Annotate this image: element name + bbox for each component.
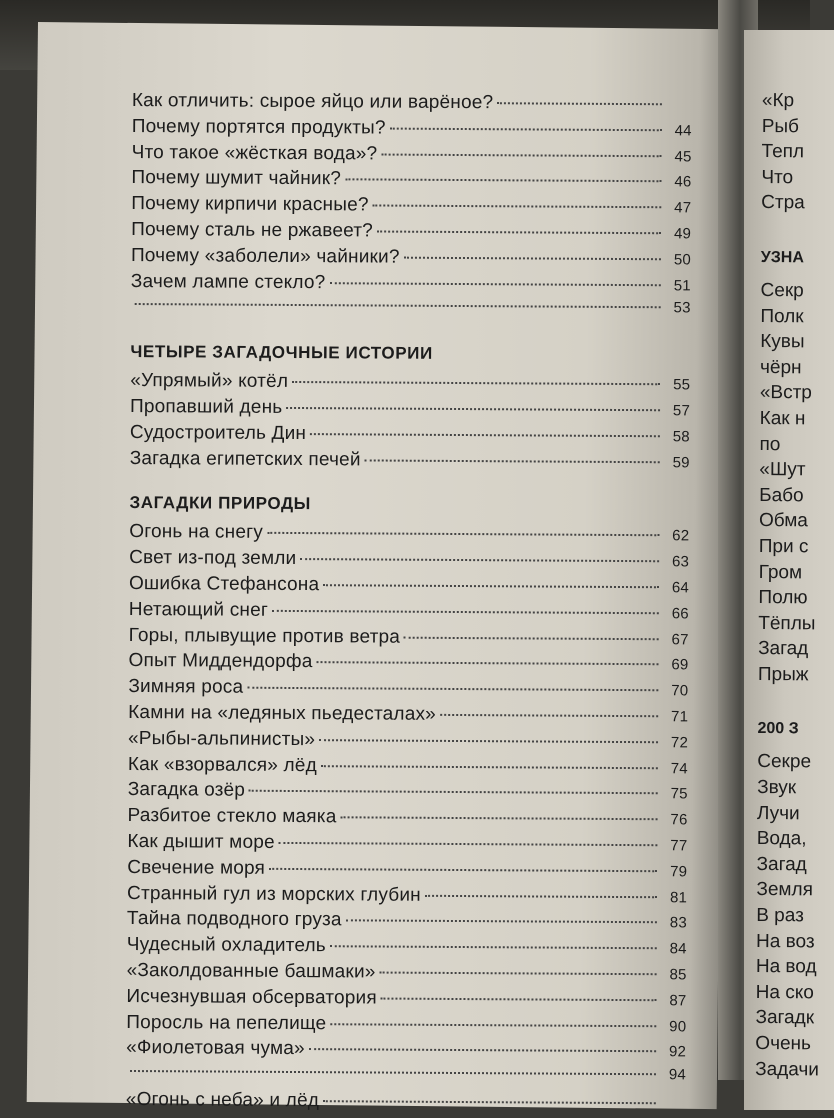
toc-entry-page: 44 <box>668 122 692 139</box>
toc-entry-title: Опыт Миддендорфа <box>128 650 312 673</box>
toc-entry-title: Нетающий снег <box>129 599 268 622</box>
right-page-line: Земля <box>756 879 816 905</box>
dot-leader <box>404 256 661 260</box>
toc-entry-page: 81 <box>663 889 687 906</box>
dot-leader <box>267 532 659 536</box>
dot-leader <box>330 945 657 949</box>
dot-leader <box>321 765 658 769</box>
toc-entry-page: 94 <box>662 1066 686 1083</box>
right-page-line: Гром <box>759 561 819 587</box>
toc-entry <box>128 754 688 783</box>
right-page-lines-a <box>761 90 822 218</box>
right-page-line: Вода, <box>757 828 817 854</box>
section-heading-nature-riddles: ЗАГАДКИ ПРИРОДЫ <box>129 473 689 520</box>
section-heading-four-mysteries: ЧЕТЫРЕ ЗАГАДОЧНЫЕ ИСТОРИИ <box>130 322 690 369</box>
toc-entry <box>128 779 688 808</box>
toc-entry-page: 47 <box>667 199 691 216</box>
toc-entry <box>132 116 692 145</box>
toc-entry-page: 66 <box>665 605 689 622</box>
dot-leader <box>319 739 658 743</box>
toc-entry-title: Как «взорвался» лёд <box>128 754 317 777</box>
right-page-line: Рыб <box>762 116 822 142</box>
toc-entry-page: 69 <box>664 657 688 674</box>
right-page-line: Стра <box>761 192 821 218</box>
dot-leader <box>381 997 657 1001</box>
toc-entry-page: 63 <box>665 553 689 570</box>
toc-entry-page: 53 <box>667 300 691 317</box>
toc-entry-page: 85 <box>663 966 687 983</box>
right-page-line: При с <box>759 536 819 562</box>
dot-leader <box>323 584 659 588</box>
toc-entry-title: Почему шумит чайник? <box>131 167 341 190</box>
toc-entry-title: Почему сталь не ржавеет? <box>131 219 373 242</box>
right-page-line: Полю <box>758 587 818 613</box>
dot-leader <box>317 661 659 665</box>
toc-entry <box>129 625 689 654</box>
right-page-line: На ско <box>756 982 816 1008</box>
toc-entry-title: Тайна подводного груза <box>127 908 342 931</box>
toc-entry-title: Свечение моря <box>127 857 265 880</box>
toc-entry-title: Загадка египетских печей <box>130 448 361 471</box>
toc-entry-title: Почему портятся продукты? <box>132 116 386 140</box>
toc-entry <box>129 599 689 628</box>
right-page-heading-a: УЗНА <box>761 218 821 280</box>
right-page-line: Тёплы <box>758 613 818 639</box>
dot-leader <box>346 920 657 924</box>
dot-leader <box>329 282 660 286</box>
toc-entry-title: Камни на «ледяных пьедесталах» <box>128 702 436 726</box>
toc-entry-page: 77 <box>663 837 687 854</box>
toc-entry <box>128 702 688 731</box>
toc-entry-page: 45 <box>668 148 692 165</box>
toc-entry-title: Зачем лампе стекло? <box>131 271 326 294</box>
toc-entry-title: Почему «заболели» чайники? <box>131 245 400 269</box>
toc-entry <box>132 142 692 171</box>
right-page-line: Задачи <box>755 1059 815 1085</box>
toc-entry-page: 76 <box>663 811 687 828</box>
dot-leader <box>381 153 661 157</box>
toc-entry <box>127 908 687 937</box>
right-page-lines-b <box>758 280 821 690</box>
toc-entry-page: 90 <box>662 1018 686 1035</box>
toc-entry-title: Загадка озёр <box>128 779 246 802</box>
right-page-line: «Встр <box>760 382 820 408</box>
dot-leader <box>249 790 658 794</box>
toc-entry <box>127 960 687 989</box>
toc-entry-title: Разбитое стекло маяка <box>127 805 336 828</box>
right-page-line: Загад <box>756 854 816 880</box>
right-page-line: Тепл <box>761 141 821 167</box>
toc-entry <box>127 857 687 886</box>
toc-entry-title: «Огонь с неба» и лёд <box>126 1089 319 1112</box>
toc-entry-page: 50 <box>667 251 691 268</box>
toc-entry <box>128 676 688 705</box>
toc-entry <box>126 986 686 1015</box>
toc-group-mysteries <box>130 370 691 477</box>
right-page-line: Что <box>761 167 821 193</box>
toc-entry-page: 79 <box>663 863 687 880</box>
toc-entry <box>128 650 688 679</box>
toc-entry-page: 70 <box>664 682 688 699</box>
toc-group-nature <box>126 521 690 1118</box>
toc-entry <box>131 219 691 248</box>
dot-leader <box>300 558 659 562</box>
dot-leader <box>340 816 657 820</box>
toc-entry-title: Чудесный охладитель <box>127 934 326 957</box>
toc-entry <box>130 396 690 425</box>
right-page-heading-b: 200 З <box>757 689 817 751</box>
toc-entry <box>131 245 691 274</box>
toc-entry-title: «Упрямый» котёл <box>130 370 288 393</box>
right-page-line: На вод <box>756 956 816 982</box>
right-page-line: Прыж <box>758 664 818 690</box>
toc-entry-title: Почему кирпичи красные? <box>131 193 368 216</box>
toc-entry-title: Свет из-под земли <box>129 547 296 570</box>
toc-entry <box>127 883 687 912</box>
toc-entry-title: Горы, плывущие против ветра <box>129 625 401 649</box>
toc-entry-title: Поросль на пепелище <box>126 1011 326 1034</box>
right-page-line: Лучи <box>757 803 817 829</box>
right-page-line: Секре <box>757 751 817 777</box>
dot-leader <box>497 102 662 105</box>
right-page-line: Загадк <box>755 1007 815 1033</box>
dot-leader <box>377 230 661 234</box>
dot-leader <box>323 1100 656 1104</box>
dot-leader <box>247 687 658 692</box>
toc-entry-page: 71 <box>664 708 688 725</box>
toc-entry <box>128 728 688 757</box>
toc-entry <box>126 1037 686 1066</box>
right-page-line: Как н <box>760 408 820 434</box>
toc-entry-page: 72 <box>664 734 688 751</box>
right-page-line: Кувы <box>760 331 820 357</box>
table-of-contents <box>126 90 692 1118</box>
toc-entry-page: 67 <box>665 631 689 648</box>
right-page-line: Полк <box>760 306 820 332</box>
toc-entry <box>126 1011 686 1040</box>
toc-entry-page: 75 <box>664 786 688 803</box>
toc-entry <box>127 805 687 834</box>
dot-leader <box>440 714 658 717</box>
toc-entry <box>129 547 689 576</box>
toc-entry-title: «Фиолетовая чума» <box>126 1037 305 1060</box>
toc-entry-page: 87 <box>662 992 686 1009</box>
toc-entry-page: 57 <box>666 402 690 419</box>
toc-entry-title: Как дышит море <box>127 831 275 854</box>
toc-entry <box>131 193 691 222</box>
toc-entry <box>131 167 691 196</box>
toc-entry-page: 64 <box>665 579 689 596</box>
dot-leader <box>365 459 660 463</box>
toc-entry <box>130 448 690 477</box>
dot-leader <box>380 971 657 975</box>
toc-entry <box>127 831 687 860</box>
dot-leader <box>135 303 661 308</box>
dot-leader <box>404 636 659 640</box>
toc-entry-title: Пропавший день <box>130 396 282 419</box>
right-page-line: Загад <box>758 638 818 664</box>
toc-entry-title: Огонь на снегу <box>129 521 263 544</box>
right-page-line: «Кр <box>762 90 822 116</box>
dot-leader <box>279 842 658 846</box>
dot-leader <box>330 1023 656 1027</box>
right-page-text <box>755 90 822 1085</box>
toc-entry <box>130 370 690 399</box>
dot-leader <box>272 610 659 614</box>
dot-leader <box>130 1070 656 1075</box>
dot-leader <box>425 894 657 897</box>
toc-entry-page: 84 <box>663 940 687 957</box>
toc-entry-page: 62 <box>665 528 689 545</box>
toc-entry-title: Что такое «жёсткая вода»? <box>132 142 378 166</box>
dot-leader <box>390 127 662 131</box>
toc-entry <box>129 573 689 602</box>
toc-entry <box>132 90 692 119</box>
toc-entry-title: Ошибка Стефансона <box>129 573 319 596</box>
right-page-line: Очень <box>755 1033 815 1059</box>
toc-entry <box>131 296 691 325</box>
right-page-line: «Шут <box>759 459 819 485</box>
dot-leader <box>292 381 660 385</box>
toc-entry-page: 83 <box>663 915 687 932</box>
right-page-line: Звук <box>757 777 817 803</box>
toc-entry <box>130 422 690 451</box>
toc-entry-page: 49 <box>667 225 691 242</box>
right-page-lines-c <box>755 751 817 1084</box>
toc-entry <box>127 934 687 963</box>
dot-leader <box>345 179 661 183</box>
toc-entry-page: 51 <box>667 277 691 294</box>
toc-entry-page: 46 <box>667 174 691 191</box>
toc-entry-page: 59 <box>666 454 690 471</box>
toc-entry-page: 74 <box>664 760 688 777</box>
right-page-line: чёрн <box>760 357 820 383</box>
toc-entry <box>129 521 689 550</box>
right-page-line: Секр <box>760 280 820 306</box>
toc-entry-title: «Заколдованные башмаки» <box>127 960 376 984</box>
toc-entry-title: Судостроитель Дин <box>130 422 306 445</box>
toc-group-household <box>131 90 692 326</box>
toc-entry-title: Как отличить: сырое яйцо или варёное? <box>132 90 493 114</box>
toc-entry-page: 92 <box>662 1044 686 1061</box>
toc-entry-title: «Рыбы-альпинисты» <box>128 728 315 751</box>
toc-entry <box>131 271 691 300</box>
dot-leader <box>286 407 660 411</box>
toc-entry-page: 58 <box>666 428 690 445</box>
toc-entry <box>126 1089 686 1118</box>
dot-leader <box>309 1048 656 1052</box>
toc-entry <box>126 1063 686 1092</box>
dot-leader <box>269 868 657 872</box>
right-page-line: Бабо <box>759 485 819 511</box>
right-page-line: по <box>759 434 819 460</box>
dot-leader <box>373 205 662 209</box>
toc-entry-title: Странный гул из морских глубин <box>127 883 421 907</box>
toc-entry-title: Зимняя роса <box>128 676 243 699</box>
toc-entry-page: 55 <box>666 376 690 393</box>
toc-entry-title: Исчезнувшая обсерватория <box>126 986 377 1010</box>
dot-leader <box>310 433 660 437</box>
right-page-line: На воз <box>756 931 816 957</box>
right-page-line: В раз <box>756 905 816 931</box>
right-page-line: Обма <box>759 510 819 536</box>
